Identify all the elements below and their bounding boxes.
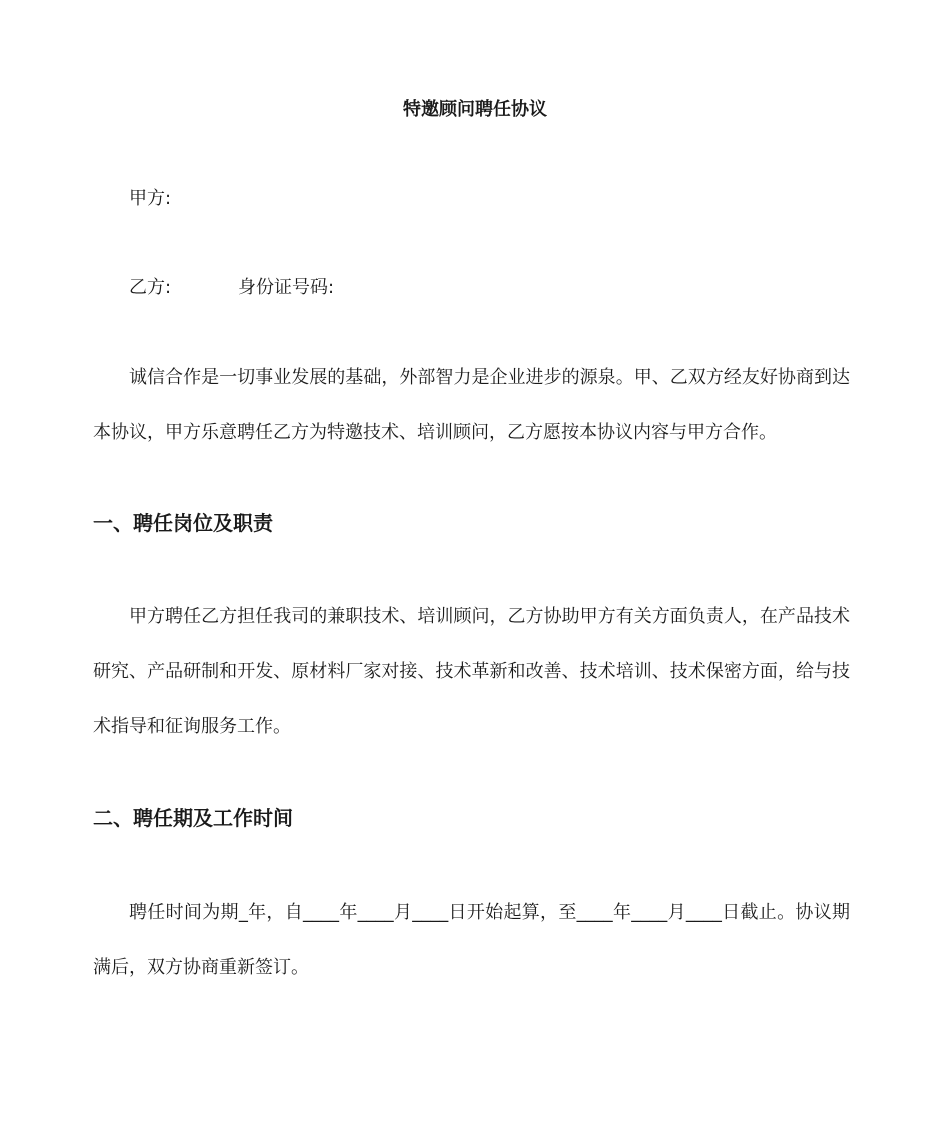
party-a-field [129, 187, 171, 211]
document-title: 特邀顾问聘任协议 [403, 99, 547, 120]
party-b-field [129, 276, 335, 300]
party-b-label: 乙方: [129, 277, 172, 298]
section-1-heading: 一、聘任岗位及职责 [93, 511, 273, 535]
party-a-label: 甲方: [129, 188, 172, 209]
section-2-heading: 二、聘任期及工作时间 [93, 806, 293, 830]
section-2-body: 聘任时间为期_年，自____年____月____日开始起算，至____年____月____日截止。协议期满后，双方协商重新签订。 [93, 902, 850, 978]
section-1-body: 甲方聘任乙方担任我司的兼职技术、培训顾问，乙方协助甲方有关方面负责人，在产品技术研究、产品研制和开发、原材料厂家对接、技术革新和改善、技术培训、技术保密方面，给与技术指导和征询服务工作。 [93, 606, 850, 737]
intro-paragraph: 诚信合作是一切事业发展的基础，外部智力是企业进步的源泉。甲、乙双方经友好协商到达本协议，甲方乐意聘任乙方为特邀技术、培训顾问，乙方愿按本协议内容与甲方合作。 [93, 367, 850, 443]
id-number-label: 身份证号码: [238, 277, 335, 298]
